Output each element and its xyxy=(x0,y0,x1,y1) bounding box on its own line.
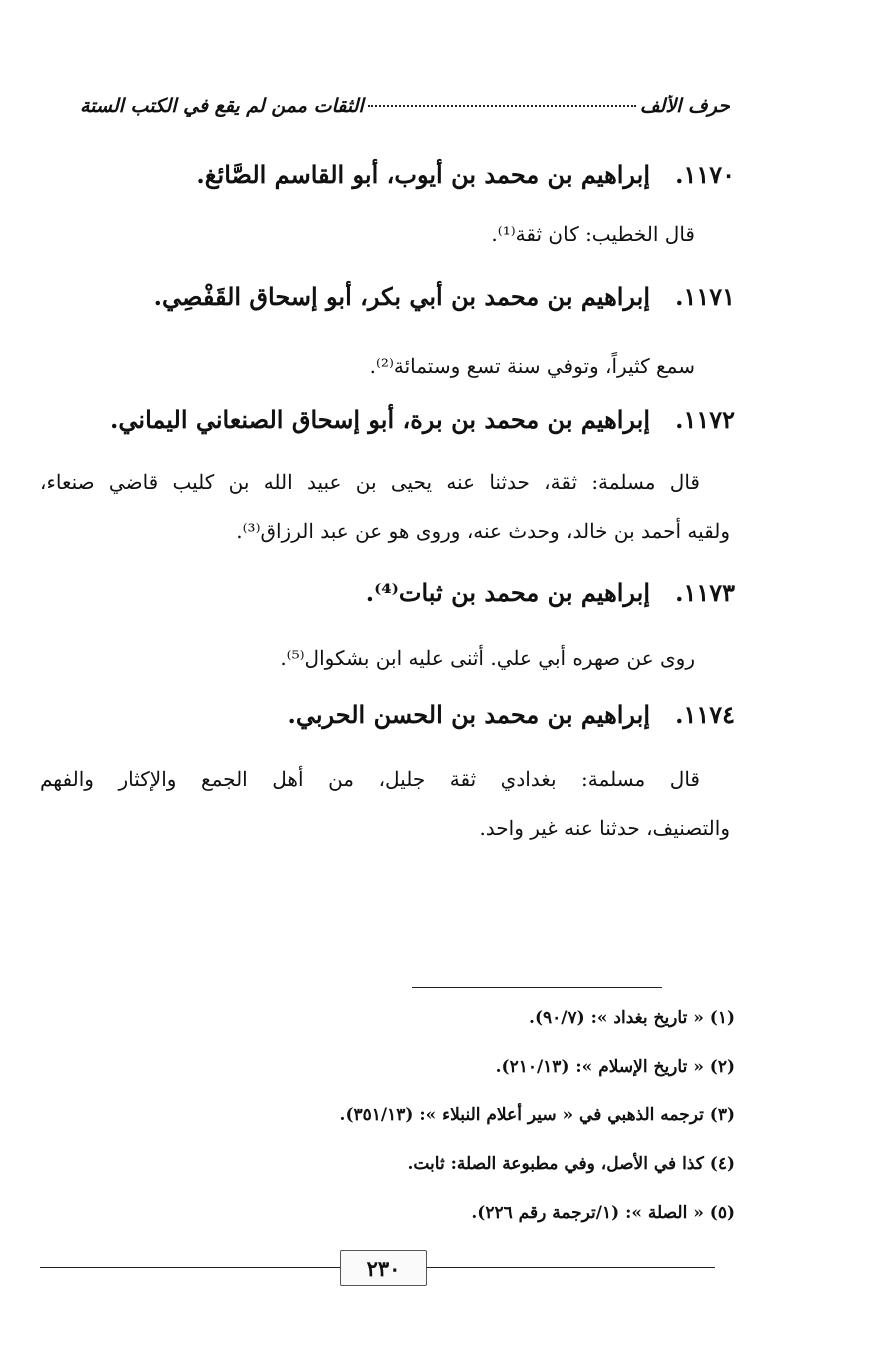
entry-1173 xyxy=(366,578,735,607)
entry-body xyxy=(95,342,695,391)
entry-title: إبراهيم بن محمد بن الحسن الحربي. xyxy=(287,700,650,729)
footnote-separator xyxy=(412,987,662,988)
entry-1172 xyxy=(110,405,735,434)
footnote-2: (٢) « تاريخ الإسلام »: (٢١٠/١٣). xyxy=(495,1057,735,1077)
entry-number: ١١٧١. xyxy=(675,282,735,311)
running-head-section: الثقات ممن لم يقع في الكتب الستة xyxy=(80,95,364,117)
page-number xyxy=(340,1250,427,1286)
footnote-5: (٥) « الصلة »: (١/ترجمة رقم ٢٢٦). xyxy=(471,1203,735,1223)
entry-line: قال مسلمة: بغدادي ثقة جليل، من أهل الجمع والإكثار والفهم xyxy=(40,767,700,791)
running-head-dots xyxy=(368,105,636,107)
page-number-text: ٢٣٠ xyxy=(366,1255,401,1281)
entry-line: ولقيه أحمد بن خالد، وحدث عنه، وروى هو عن عبد الرزاق⁽³⁾. xyxy=(236,519,730,543)
entry-body xyxy=(95,210,695,259)
entry-line: والتصنيف، حدثنا عنه غير واحد. xyxy=(479,816,730,840)
footer-rule-left xyxy=(40,1267,340,1268)
entry-line: قال مسلمة: ثقة، حدثنا عنه يحيى بن عبيد الله بن كليب قاضي صنعاء، xyxy=(40,470,700,494)
footnote-1: (١) « تاريخ بغداد »: (٩٠/٧). xyxy=(529,1008,735,1028)
entry-line: روى عن صهره أبي علي. أثنى عليه ابن بشكوال⁽⁵⁾. xyxy=(280,646,695,670)
running-head xyxy=(80,95,730,117)
entry-title: إبراهيم بن محمد بن أيوب، أبو القاسم الصَّائغ. xyxy=(196,160,650,189)
entry-number: ١١٧٢. xyxy=(675,405,735,434)
footer-rule-right xyxy=(425,1267,715,1268)
entry-line: سمع كثيراً، وتوفي سنة تسع وستمائة⁽²⁾. xyxy=(369,354,695,378)
entry-title: إبراهيم بن محمد بن برة، أبو إسحاق الصنعاني اليماني. xyxy=(110,405,650,434)
footnote-4: (٤) كذا في الأصل، وفي مطبوعة الصلة: ثابت. xyxy=(407,1154,735,1174)
entry-number: ١١٧٠. xyxy=(675,160,735,189)
entry-line: قال الخطيب: كان ثقة⁽¹⁾. xyxy=(491,222,695,246)
entry-title: إبراهيم بن محمد بن ثبات⁽⁴⁾. xyxy=(365,578,650,607)
entry-body xyxy=(40,755,730,853)
entry-1170 xyxy=(196,160,735,189)
entry-body xyxy=(95,634,695,683)
entry-title: إبراهيم بن محمد بن أبي بكر، أبو إسحاق القَفْصِي. xyxy=(153,282,650,311)
entry-1171 xyxy=(154,282,735,311)
entry-body xyxy=(40,458,730,556)
running-head-chapter: حرف الألف xyxy=(639,95,730,117)
entry-number: ١١٧٣. xyxy=(675,578,735,607)
footnote-3: (٣) ترجمه الذهبي في « سير أعلام النبلاء »: (٣٥١/١٣). xyxy=(339,1105,735,1125)
entry-1174 xyxy=(287,700,735,729)
entry-number: ١١٧٤. xyxy=(675,700,735,729)
